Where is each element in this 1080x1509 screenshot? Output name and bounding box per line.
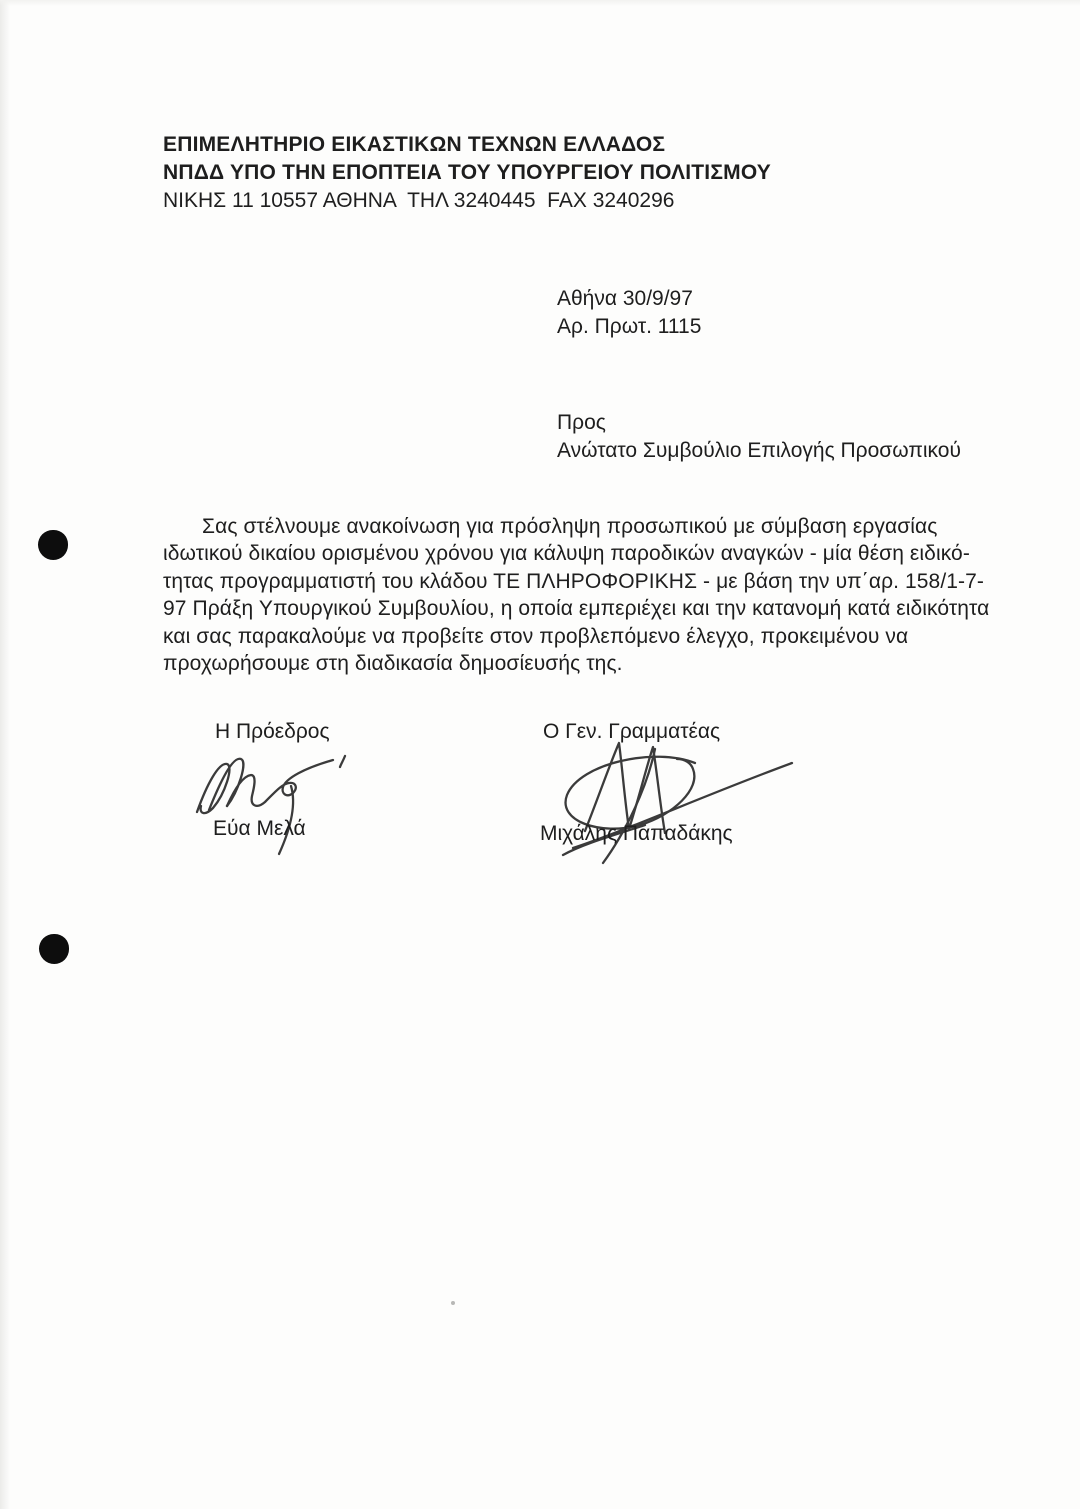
recipient-label: Προς [557, 411, 606, 434]
dateline [557, 285, 701, 341]
recipient-name: Ανώτατο Συμβούλιο Επιλογής Προσωπικού [557, 439, 961, 462]
scan-edge-shadow-top [0, 0, 1080, 6]
body-line: Σας στέλνουμε ανακοίνωση για πρόσληψη προσωπικού με σύμβαση εργασίας [202, 515, 938, 538]
signature-name-president: Εύα Μελά [213, 817, 306, 840]
organization-address: ΝΙΚΗΣ 11 10557 ΑΘΗΝΑ ΤΗΛ 3240445 FAX 3240296 [163, 189, 675, 212]
protocol-number: Αρ. Πρωτ. 1115 [557, 315, 702, 338]
letter-body [163, 513, 989, 677]
recipient-block [557, 409, 961, 465]
organization-name: ΕΠΙΜΕΛΗΤΗΡΙΟ ΕΙΚΑΣΤΙΚΩΝ ΤΕΧΝΩΝ ΕΛΛΑΔΟΣ [163, 133, 666, 156]
place-and-date: Αθήνα 30/9/97 [557, 287, 693, 310]
body-line: τητας προγραμματιστή του κλάδου ΤΕ ΠΛΗΡΟΦΟΡΙΚΗΣ - με βάση την υπ΄αρ. 158/1-7- [163, 569, 985, 593]
body-line: και σας παρακαλούμε να προβείτε στον προβλεπόμενο έλεγχο, προκειμένου να [163, 624, 909, 648]
organization-subtitle: ΝΠΔΔ ΥΠΟ ΤΗΝ ΕΠΟΠΤΕΙΑ ΤΟΥ ΥΠΟΥΡΓΕΙΟΥ ΠΟΛΙΤΙΣΜΟΥ [163, 161, 771, 184]
signature-michalis-papadakis-scribble [505, 733, 805, 868]
scan-speck [451, 1301, 455, 1305]
body-line: προχωρήσουμε στη διαδικασία δημοσίευσής της. [163, 652, 623, 676]
signature-title-president: Η Πρόεδρος [215, 720, 330, 743]
letterhead [163, 131, 771, 215]
signature-name-secretary: Μιχάλης Παπαδάκης [540, 822, 733, 845]
body-line: 97 Πράξη Υπουργικού Συμβουλίου, η οποία εμπεριέχει και την κατανομή κατά ειδικότητα [163, 597, 990, 621]
hole-punch-mark [39, 934, 69, 964]
body-line: ιδωτικού δικαίου ορισμένου χρόνου για κάλυψη παροδικών αναγκών - μία θέση ειδικό- [163, 542, 970, 566]
signature-title-secretary: Ο Γεν. Γραμματέας [543, 720, 721, 743]
scan-edge-shadow-left [0, 0, 10, 1509]
hole-punch-mark [38, 530, 68, 560]
